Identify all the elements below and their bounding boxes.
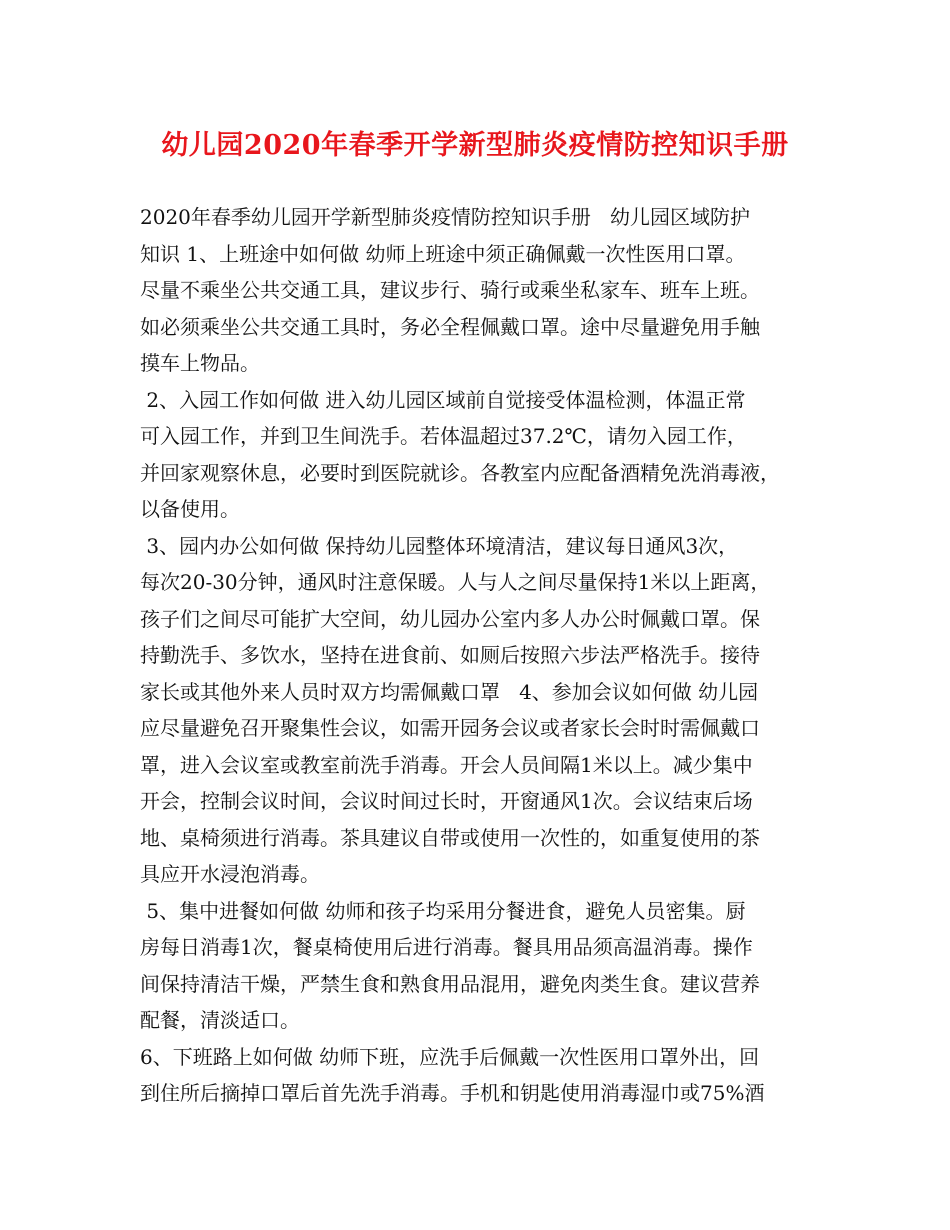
body-line: 并回家观察休息，必要时到医院就诊。各教室内应配备酒精免洗消毒液，: [140, 460, 780, 485]
body-line: 尽量不乘坐公共交通工具，建议步行、骑行或乘坐私家车、班车上班。: [140, 278, 760, 302]
body-line: 以备使用。: [140, 497, 240, 521]
body-line: 应尽量避免召开聚集性会议，如需开园务会议或者家长会时时需佩戴口: [140, 716, 760, 740]
body-line: 具应开水浸泡消毒。: [140, 862, 320, 886]
body-line: 家长或其他外来人员时双方均需佩戴口罩 4、参加会议如何做 幼儿园: [140, 679, 759, 704]
body-line: 到住所后摘掉口罩后首先洗手消毒。手机和钥匙使用消毒湿巾或75%酒: [140, 1081, 765, 1105]
body-line: 2020年春季幼儿园开学新型肺炎疫情防控知识手册 幼儿园区域防护: [140, 205, 750, 229]
body-line: 配餐，清淡适口。: [140, 1008, 300, 1032]
body-line: 开会，控制会议时间，会议时间过长时，开窗通风1次。会议结束后场: [140, 789, 753, 813]
document-title: 幼儿园2020年春季开学新型肺炎疫情防控知识手册: [161, 130, 789, 161]
body-line: 房每日消毒1次，餐桌椅使用后进行消毒。餐具用品须高温消毒。操作: [140, 935, 753, 959]
body-line: 3、园内办公如何做 保持幼儿园整体环境清洁，建议每日通风3次，: [140, 533, 739, 558]
body-line: 持勤洗手、多饮水，坚持在进食前、如厕后按照六步法严格洗手。接待: [140, 643, 760, 667]
body-line: 间保持清洁干燥，严禁生食和熟食用品混用，避免肉类生食。建议营养: [140, 971, 760, 996]
body-line: 2、入园工作如何做 进入幼儿园区域前自觉接受体温检测，体温正常: [140, 387, 746, 412]
body-line: 如必须乘坐公共交通工具时，务必全程佩戴口罩。途中尽量避免用手触: [140, 314, 760, 339]
body-line: 5、集中进餐如何做 幼师和孩子均采用分餐进食，避免人员密集。厨: [140, 898, 746, 923]
body-line: 孩子们之间尽可能扩大空间，幼儿园办公室内多人办公时佩戴口罩。保: [140, 606, 760, 631]
body-line: 可入园工作，并到卫生间洗手。若体温超过37.2℃，请勿入园工作，: [140, 424, 747, 448]
body-line: 罩，进入会议室或教室前洗手消毒。开会人员间隔1米以上。减少集中: [140, 752, 753, 777]
body-line: 地、桌椅须进行消毒。茶具建议自带或使用一次性的，如重复使用的茶: [140, 825, 760, 850]
document-body: [140, 199, 825, 1112]
body-line: 每次20-30分钟，通风时注意保暖。人与人之间尽量保持1米以上距离，: [140, 570, 771, 594]
body-line: 摸车上物品。: [140, 351, 260, 375]
body-line: 6、下班路上如何做 幼师下班，应洗手后佩戴一次性医用口罩外出，回: [140, 1044, 760, 1069]
body-line: 知识 1、上班途中如何做 幼师上班途中须正确佩戴一次性医用口罩。: [140, 241, 746, 266]
